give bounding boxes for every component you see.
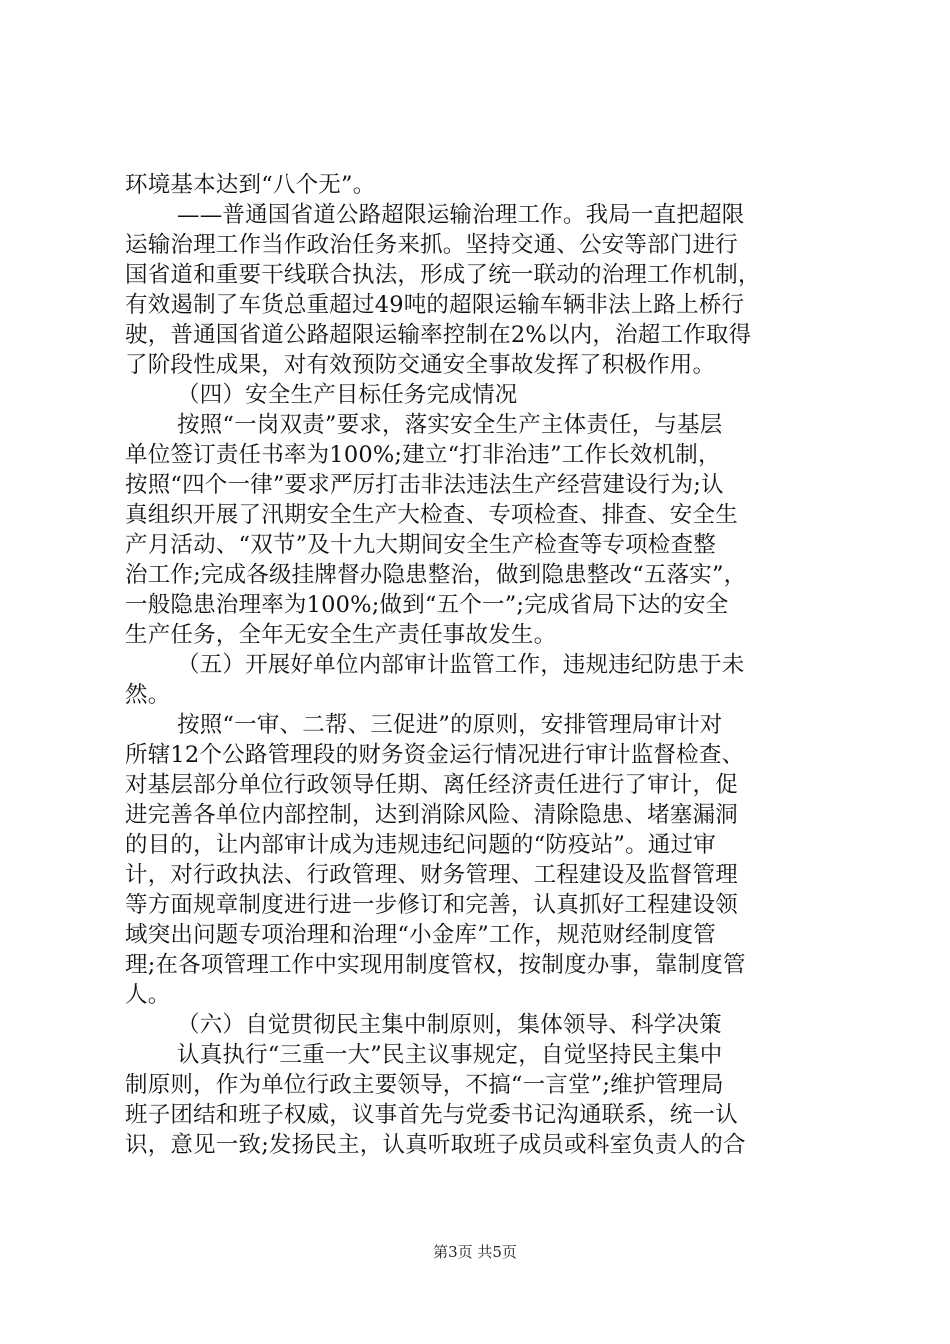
text-line: 认真执行“三重一大”民主议事规定，自觉坚持民主集中 — [177, 1042, 723, 1068]
text-line: 一般隐患治理率为100%;做到“五个一”;完成省局下达的安全 — [125, 592, 729, 618]
text-line: 治工作;完成各级挂牌督办隐患整治，做到隐患整改“五落实”， — [125, 562, 747, 588]
text-line: 等方面规章制度进行进一步修订和完善，认真抓好工程建设领 — [125, 892, 738, 918]
text-line: 按照“一岗双责”要求，落实安全生产主体责任，与基层 — [177, 412, 723, 438]
text-line: 域突出问题专项治理和治理“小金库”工作，规范财经制度管 — [125, 922, 716, 948]
text-line: 产月活动、“双节”及十九大期间安全生产检查等专项检查整 — [125, 532, 716, 558]
text-line: ——普通国省道公路超限运输治理工作。我局一直把超限 — [177, 202, 745, 228]
section-heading: （四）安全生产目标任务完成情况 — [177, 382, 518, 408]
text-line: 单位签订责任书率为100%;建立“打非治违”工作长效机制， — [125, 442, 721, 468]
document-body — [125, 170, 835, 1160]
page-number-footer: 第3页 共5页 — [433, 1243, 517, 1261]
section-heading: （五）开展好单位内部审计监管工作，违规违纪防患于未 — [177, 652, 745, 678]
text-line: 识，意见一致;发扬民主，认真听取班子成员或科室负责人的合 — [125, 1132, 746, 1158]
text-line: 有效遏制了车货总重超过49吨的超限运输车辆非法上路上桥行 — [125, 292, 745, 318]
section-heading: （六）自觉贯彻民主集中制原则，集体领导、科学决策 — [177, 1012, 722, 1038]
text-line: 驶，普通国省道公路超限运输率控制在2%以内，治超工作取得 — [125, 322, 752, 348]
text-line: 环境基本达到“八个无”。 — [125, 172, 376, 198]
text-line: 的目的，让内部审计成为违规违纪问题的“防疫站”。通过审 — [125, 832, 716, 858]
text-line: 进完善各单位内部控制，达到消除风险、清除隐患、堵塞漏洞 — [125, 802, 738, 828]
text-line: 班子团结和班子权威，议事首先与党委书记沟通联系，统一认 — [125, 1102, 738, 1128]
text-line: 运输治理工作当作政治任务来抓。坚持交通、公安等部门进行 — [125, 232, 738, 258]
text-line: 生产任务，全年无安全生产责任事故发生。 — [125, 622, 557, 648]
text-line: 计，对行政执法、行政管理、财务管理、工程建设及监督管理 — [125, 862, 738, 888]
text-line: 真组织开展了汛期安全生产大检查、专项检查、排查、安全生 — [125, 502, 738, 528]
text-line: 按照“一审、二帮、三促进”的原则，安排管理局审计对 — [177, 712, 723, 738]
text-line: 对基层部分单位行政领导任期、离任经济责任进行了审计，促 — [125, 772, 738, 798]
text-line: 所辖12个公路管理段的财务资金运行情况进行审计监督检查、 — [125, 742, 745, 768]
text-line: 国省道和重要干线联合执法，形成了统一联动的治理工作机制， — [125, 262, 761, 288]
text-line: 人。 — [125, 982, 171, 1008]
text-line: 理;在各项管理工作中实现用制度管权，按制度办事，靠制度管 — [125, 952, 746, 978]
text-line: 按照“四个一律”要求严厉打击非法违法生产经营建设行为;认 — [125, 472, 724, 498]
text-line: 制原则，作为单位行政主要领导，不搞“一言堂”;维护管理局 — [125, 1072, 724, 1098]
text-line: 了阶段性成果，对有效预防交通安全事故发挥了积极作用。 — [125, 352, 716, 378]
text-line: 然。 — [125, 682, 171, 708]
